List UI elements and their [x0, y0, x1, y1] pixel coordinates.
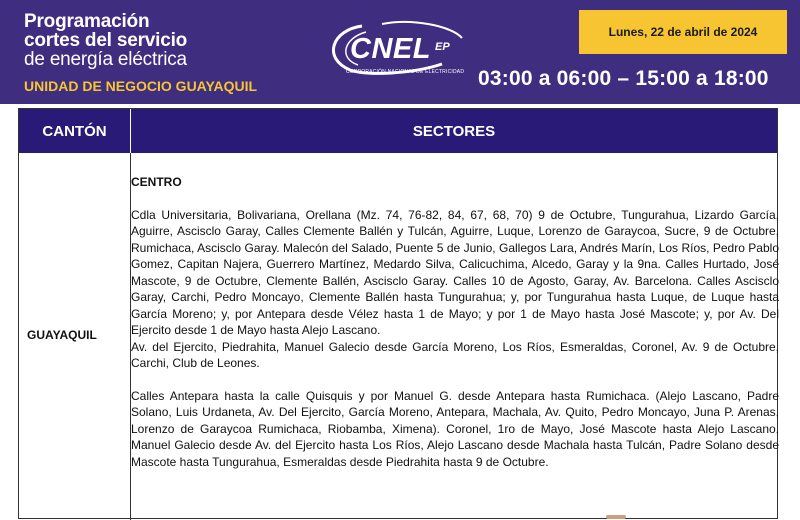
- title-line-1: Programación: [24, 11, 150, 32]
- title-line-2: cortes del servicio: [24, 30, 188, 51]
- column-header-canton: CANTÓN: [19, 109, 131, 153]
- page-edge-mark: [606, 515, 626, 519]
- table-header: [19, 109, 777, 153]
- date-label: Lunes, 22 de abril de 2024: [608, 25, 758, 39]
- header-banner: [0, 0, 800, 104]
- logo-suffix: EP: [435, 41, 450, 53]
- column-header-sectors: SECTORES: [412, 122, 496, 140]
- sector-streets-paragraph-2: Av. del Ejercito, Piedrahita, Manuel Galecio desde García Moreno, Los Ríos, Esmeraldas, Coronel, Av. 9 de Octubre, Carchi, Club de Leones.: [131, 339, 779, 370]
- outage-table: [18, 108, 778, 519]
- page-title: [24, 12, 187, 69]
- outage-hours: 03:00 a 06:00 – 15:00 a 18:00: [478, 67, 769, 90]
- business-unit: UNIDAD DE NEGOCIO GUAYAQUIL: [24, 78, 258, 94]
- sector-streets-paragraph-1: Cdla Universitaria, Bolivariana, Orellana (Mz. 74, 76-82, 84, 67, 68, 70) 9 de Octubre, Tungurahua, Lizardo García, Aguirre, Ascisclo Garay, Calles Clemente Ballén y Tulcán, Aguirre, Luque, Lorenzo de Garaycoa, Sucre, 9 de Octubre, Rumichaca, Ascisclo Garay. Malecón del Salado, Puente 5 de Junio, Gallegos Lara, Andrés Marín, Los Ríos, Pedro Pablo Gomez, Capitan Najera, Guerrero Martínez, Medardo Silva, Calicuchima, Alcedo, Garay y la 9na. Calles Hurtado, José Mascote, 9 de Octubre, Clemente Ballén, Ascisclo Garay. Calles 10 de Agosto, Garay, Av. Barcelona. Calles Ascisclo Garay, Carchi, Pedro Moncayo, Clemente Ballén hasta Tungurahua; y, por Tungurahua hasta Luque, de Luque hasta García Moreno; y, por Antepara desde Vélez hasta 1 de Mayo; y por 1 de Mayo hasta José Mascote; y, por Av. Del Ejercito desde 1 de Mayo hasta Alejo Lascano.: [131, 207, 779, 337]
- date-badge: [579, 10, 787, 54]
- canton-cell: GUAYAQUIL: [27, 328, 97, 342]
- title-line-3: de energía eléctrica: [24, 49, 187, 70]
- sectors-cell: [131, 174, 779, 470]
- logo-brand: CNEL: [350, 33, 431, 65]
- sector-streets-paragraph-3: Calles Antepara hasta la calle Quisquis y por Manuel G. desde Antepara hasta Rumichaca. (Alejo Lascano, Padre Solano, Luis Urdaneta, Av. Del Ejercito, García Moreno, Antepara, Machala, Av. Quito, Pedro Moncayo, Juna P. Arenas, Lorenzo de Garaycoa Rumichaca, Riobamba, Ximena). Coronel, 1ro de Mayo, José Mascote hasta Alejo Lascano, Manuel Galecio desde Av. del Ejercito hasta Los Ríos, Alejo Lascano desde Machala hasta Tulcán, Padre Solano desde Mascote hasta Tungurahua, Esmeraldas desde Piedrahita hasta 9 de Octubre.: [131, 388, 779, 469]
- cnel-logo: [322, 18, 482, 88]
- sector-name: CENTRO: [131, 175, 182, 189]
- logo-subtitle: CORPORACIÓN NACIONAL DE ELECTRICIDAD: [346, 69, 465, 75]
